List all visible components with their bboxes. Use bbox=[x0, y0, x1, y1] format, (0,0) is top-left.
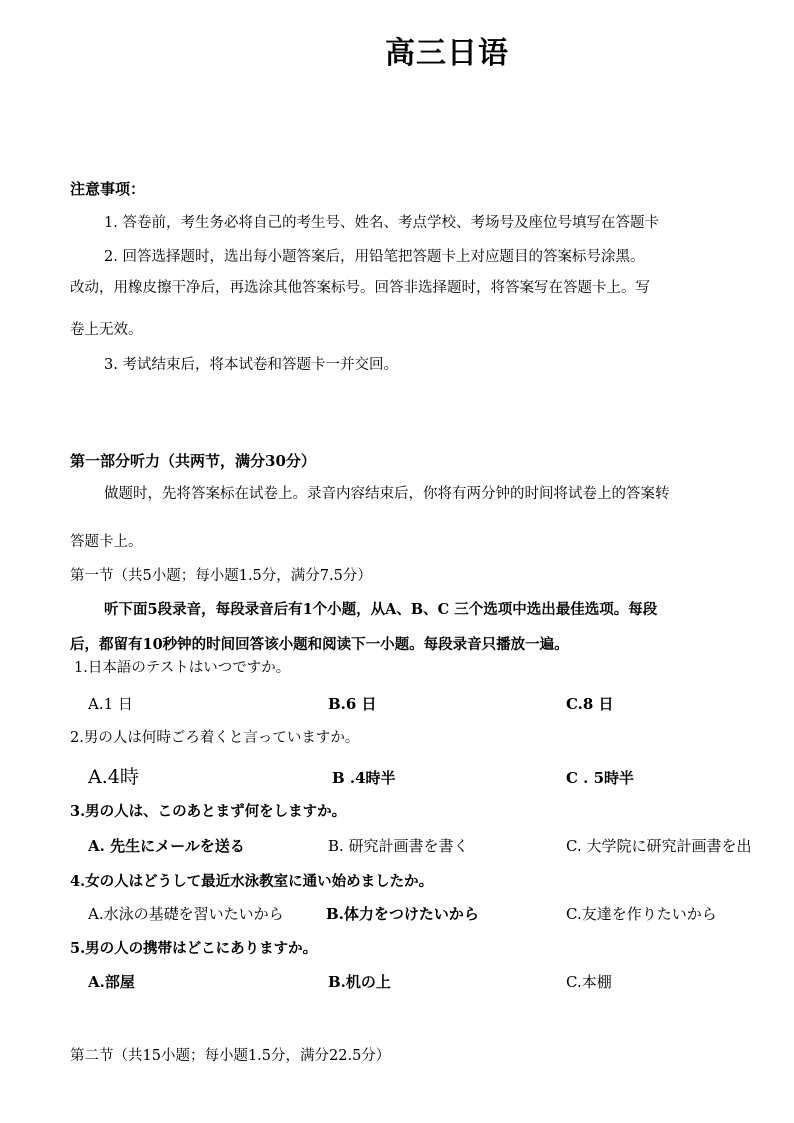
question-3: 3.男の人は、このあとまず何をしますか。 bbox=[70, 803, 347, 820]
section1-instruction-line-1: 听下面5段录音，每段录音后有1个小题，从A、B、C 三个选项中选出最佳选项。每段 bbox=[104, 601, 658, 618]
q1-option-a: A.1 日 bbox=[88, 695, 133, 713]
part1-intro-line-2: 答题卡上。 bbox=[70, 534, 143, 550]
question-2: 2.男の人は何時ごろ着くと言っていますか。 bbox=[70, 730, 360, 746]
section1-instruction-line-2: 后，都留有10秒钟的时间回答该小题和阅读下一小题。每段录音只播放一遍。 bbox=[70, 636, 569, 653]
q5-option-b: B.机の上 bbox=[328, 973, 391, 991]
q1-option-b: B.6 日 bbox=[328, 695, 377, 713]
section2-heading: 第二节（共15小题；每小题1.5分，满分22.5分） bbox=[70, 1048, 391, 1064]
q4-option-c: C.友達を作りたいから bbox=[566, 905, 717, 923]
notice-item-2-line-3: 卷上无效。 bbox=[70, 322, 143, 338]
q2-option-b: B .4時半 bbox=[332, 769, 396, 787]
part1-intro-line-1: 做题时，先将答案标在试卷上。录音内容结束后，你将有两分钟的时间将试卷上的答案转 bbox=[104, 486, 670, 502]
page-title: 高三日语 bbox=[385, 36, 509, 71]
notice-heading: 注意事项： bbox=[70, 180, 146, 198]
question-4: 4.女の人はどうして最近水泳教室に通い始めましたか。 bbox=[70, 873, 434, 890]
q5-option-a: A.部屋 bbox=[88, 973, 135, 991]
notice-item-3: 3. 考试结束后，将本试卷和答题卡一并交回。 bbox=[104, 357, 398, 373]
q2-option-a: A.4時 bbox=[88, 766, 139, 788]
q3-option-b: B. 研究計画書を書く bbox=[328, 837, 469, 855]
section1-heading: 第一节（共5小题；每小题1.5分，满分7.5分） bbox=[70, 568, 372, 584]
part1-heading: 第一部分听力（共两节，满分30分） bbox=[70, 452, 316, 470]
notice-item-2-line-2: 改动，用橡皮擦干净后，再选涂其他答案标号。回答非选择题时，将答案写在答题卡上。写 bbox=[70, 280, 650, 296]
question-1: 1.日本語のテストはいつですか。 bbox=[74, 660, 291, 676]
q4-option-b: B.体力をつけたいから bbox=[326, 905, 479, 923]
q5-option-c: C.本棚 bbox=[566, 973, 612, 991]
notice-item-2-line-1: 2. 回答选择题时，选出每小题答案后，用铅笔把答题卡上对应题目的答案标号涂黑。 bbox=[104, 249, 645, 265]
notice-item-1: 1. 答卷前，考生务必将自己的考生号、姓名、考点学校、考场号及座位号填写在答题卡 bbox=[104, 215, 659, 231]
q3-option-c: C. 大学院に研究計画書を出 bbox=[566, 837, 752, 855]
q3-option-a: A. 先生にメールを送る bbox=[88, 837, 245, 855]
q1-option-c: C.8 日 bbox=[566, 695, 614, 713]
question-5: 5.男の人の携帯はどこにありますか。 bbox=[70, 940, 318, 957]
q4-option-a: A.水泳の基礎を習いたいから bbox=[88, 905, 284, 923]
q2-option-c: C . 5時半 bbox=[566, 769, 635, 787]
